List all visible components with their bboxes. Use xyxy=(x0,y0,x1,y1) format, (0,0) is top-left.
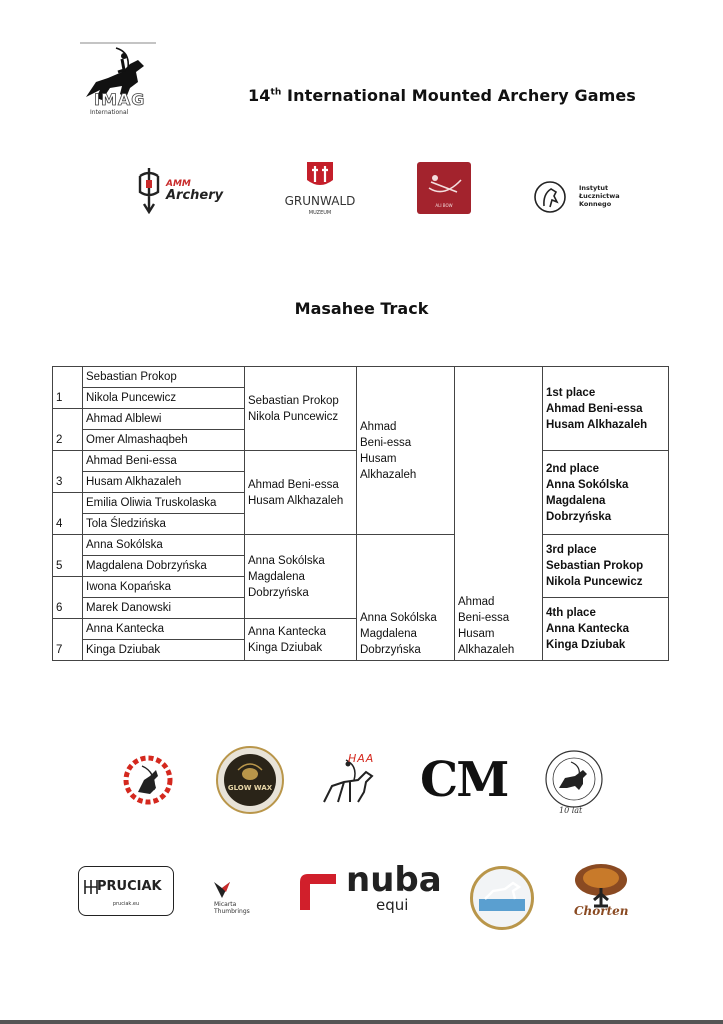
pair-number: 5 xyxy=(53,535,83,577)
amm-line1: AMM xyxy=(166,179,191,189)
imag-mark: IMAG xyxy=(94,90,146,109)
instytut-line2: Łucznictwa xyxy=(579,192,620,200)
round3-winner: Ahmad Beni-essa Husam Alkhazaleh xyxy=(357,367,455,535)
sponsor-grunwald xyxy=(275,160,365,220)
sponsor-instytut xyxy=(533,180,623,216)
competitor-name: Anna Kantecka xyxy=(83,619,245,640)
competitor-name: Magdalena Dobrzyńska xyxy=(83,556,245,577)
sponsor-archer-sun xyxy=(120,750,176,810)
sponsor-chorten xyxy=(568,860,634,924)
imag-subtext: International xyxy=(90,109,129,116)
pruciak-symbol-icon xyxy=(83,878,99,896)
sponsor-association-seal xyxy=(543,748,605,818)
imag-logo xyxy=(78,42,158,122)
grunwald-swords-icon xyxy=(305,160,335,190)
table-row xyxy=(53,367,669,388)
seal-horse-archer-icon xyxy=(543,748,605,810)
sponsor-cm xyxy=(420,752,510,808)
pair-number: 1 xyxy=(53,367,83,409)
running-horse-icon xyxy=(473,869,531,927)
haa-label: HAA xyxy=(348,752,375,765)
result-second-place: 2nd place Anna Sokólska Magdalena Dobrzyńska xyxy=(543,451,669,535)
nuba-line1: nuba xyxy=(346,860,442,900)
micarta-arrow-icon xyxy=(210,878,234,902)
competitor-name: Kinga Dziubak xyxy=(83,640,245,661)
round2-winner: Anna Kantecka Kinga Dziubak xyxy=(245,619,357,661)
result-fourth-place: 4th place Anna Kantecka Kinga Dziubak xyxy=(543,598,669,661)
sponsor-haa xyxy=(318,752,382,808)
sponsor-ali-bow xyxy=(417,162,471,214)
round3-winner: Anna Sokólska Magdalena Dobrzyńska xyxy=(357,535,455,661)
chorten-label: Chorten xyxy=(574,904,629,918)
competitor-name: Omer Almashaqbeh xyxy=(83,430,245,451)
nuba-line2: equi xyxy=(376,896,409,914)
sponsor-horse-badge xyxy=(470,866,534,930)
grunwald-line2: MUZEUM xyxy=(308,210,332,216)
page-bottom-border xyxy=(0,1020,723,1024)
sponsor-glow-wax xyxy=(216,746,284,814)
round2-winner: Sebastian Prokop Nikola Puncewicz xyxy=(245,367,357,451)
micarta-line1: Micarta xyxy=(214,901,237,908)
competitor-name: Sebastian Prokop xyxy=(83,367,245,388)
table-row xyxy=(53,535,669,556)
amm-emblem-icon xyxy=(136,166,162,214)
ali-bow-label: ALI BOW xyxy=(435,203,453,208)
round2-winner: Ahmad Beni-essa Husam Alkhazaleh xyxy=(245,451,357,535)
final-winner: Ahmad Beni-essa Husam Alkhazaleh xyxy=(455,367,543,661)
instytut-line1: Instytut xyxy=(579,184,609,192)
page-title: 14th International Mounted Archery Games xyxy=(248,86,636,105)
sponsor-micarta xyxy=(208,874,272,918)
nuba-mark-icon xyxy=(296,870,340,914)
result-first-place: 1st place Ahmad Beni-essa Husam Alkhazaleh xyxy=(543,367,669,451)
competitor-name: Ahmad Beni-essa xyxy=(83,451,245,472)
competitor-name: Ahmad Alblewi xyxy=(83,409,245,430)
archer-sun-icon xyxy=(120,750,176,810)
instytut-line3: Konnego xyxy=(579,200,612,208)
round2-winner: Anna Sokólska Magdalena Dobrzyńska xyxy=(245,535,357,619)
competitor-name: Marek Danowski xyxy=(83,598,245,619)
track-title: Masahee Track xyxy=(294,299,429,318)
sponsor-pruciak xyxy=(78,866,174,916)
cm-label: CM xyxy=(420,752,508,808)
tree-icon xyxy=(568,860,634,908)
pair-number: 7 xyxy=(53,619,83,661)
competitor-name: Anna Sokólska xyxy=(83,535,245,556)
pair-number: 4 xyxy=(53,493,83,535)
competitor-name: Husam Alkhazaleh xyxy=(83,472,245,493)
competitor-name: Emilia Oliwia Truskolaska xyxy=(83,493,245,514)
horse-head-circle-icon xyxy=(533,180,567,214)
glow-wax-label: GLOW WAX xyxy=(227,784,273,792)
pair-number: 2 xyxy=(53,409,83,451)
micarta-line2: Thumbrings xyxy=(214,908,250,915)
sponsor-amm-archery xyxy=(136,166,226,216)
bee-icon xyxy=(224,754,276,806)
seal-anniversary-label: 10 lat xyxy=(559,806,583,815)
pruciak-url: pruciak.eu xyxy=(112,901,140,907)
competitor-name: Nikola Puncewicz xyxy=(83,388,245,409)
competitor-name: Iwona Kopańska xyxy=(83,577,245,598)
amm-line2: Archery xyxy=(166,188,224,203)
pair-number: 6 xyxy=(53,577,83,619)
competitor-name: Tola Śledzińska xyxy=(83,514,245,535)
pruciak-label: PRUCIAK xyxy=(97,879,162,894)
grunwald-line1: GRUNWALD xyxy=(284,194,356,208)
result-third-place: 3rd place Sebastian Prokop Nikola Puncewicz xyxy=(543,535,669,598)
bracket-table xyxy=(52,366,669,661)
pair-number: 3 xyxy=(53,451,83,493)
sponsor-nuba-equi xyxy=(296,860,442,918)
